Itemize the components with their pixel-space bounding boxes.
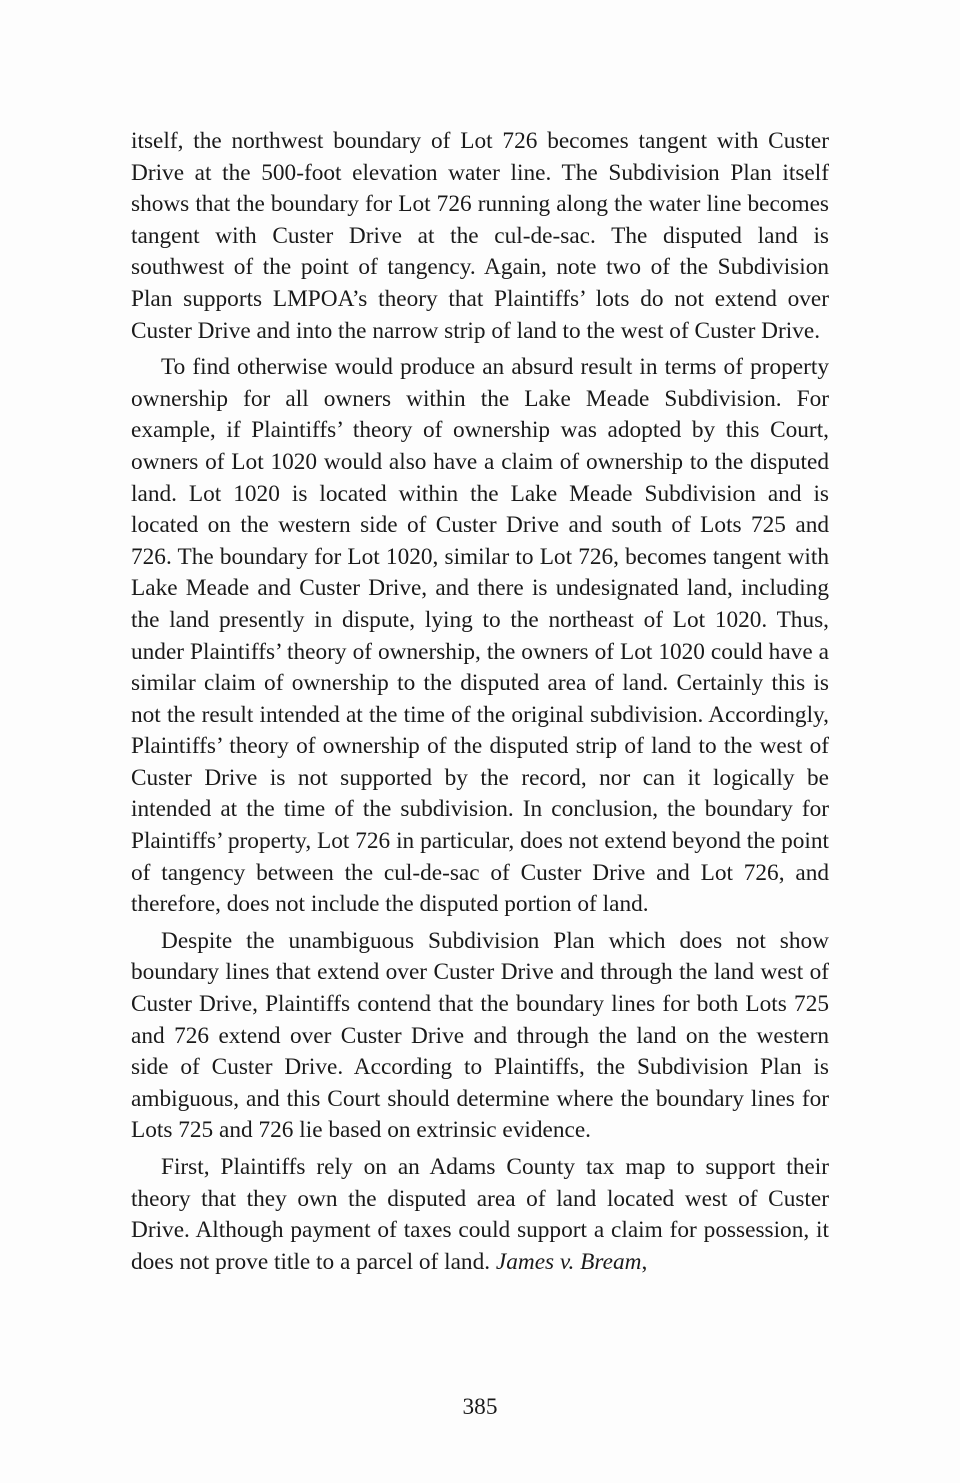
paragraph-4-text: First, Plaintiffs rely on an Adams County tax map to support their theory that they own the disputed area of land located west of Custer Drive. Although payment of taxes could support a claim for possession, it does not prove title to a parcel of land. <box>131 1154 829 1275</box>
paragraph-4 <box>131 1152 829 1278</box>
paragraph-3: Despite the unambiguous Subdivision Plan which does not show boundary lines that extend over Custer Drive and through the land west of Custer Drive, Plaintiffs contend that the boundary lines for both Lots 725 and 726 extend over Custer Drive and through the land on the western side of Custer Drive. According to Plaintiffs, the Subdivision Plan is ambiguous, and this Court should determine where the boundary lines for Lots 725 and 726 lie based on extrinsic evidence. <box>131 927 829 1144</box>
case-citation: James v. Bream <box>495 1248 642 1275</box>
paragraph-4-end: , <box>641 1248 648 1275</box>
page-number: 385 <box>462 1394 498 1420</box>
paragraph-2: To find otherwise would produce an absurd result in terms of property ownership for all owners within the Lake Meade Subdivision. For example, if Plaintiffs’ theory of ownership was adopted by this Court, owners of Lot 1020 would also have a claim of ownership to the disputed land. Lot 1020 is located within the Lake Meade Subdivision and is located on the western side of Custer Drive and south of Lots 725 and 726. The boundary for Lot 1020, similar to Lot 726, becomes tangent with Lake Meade and Custer Drive, and there is undesignated land, including the land presently in dispute, lying to the northeast of Lot 1020. Thus, under Plaintiffs’ theory of ownership, the owners of Lot 1020 could have a similar claim of ownership to the disputed area of land. Certainly this is not the result intended at the time of the original subdivision. Accordingly, Plaintiffs’ theory of ownership of the disputed strip of land to the west of Custer Drive is not supported by the record, nor can it logically be intended at the time of the subdivision. In conclusion, the boundary for Plaintiffs’ property, Lot 726 in particular, does not extend beyond the point of tangency between the cul-de-sac of Custer Drive and Lot 726, and therefore, does not include the disputed portion of land. <box>131 354 829 918</box>
paragraph-1: itself, the northwest boundary of Lot 726 becomes tangent with Custer Drive at the 500-foot elevation water line. The Subdivision Plan itself shows that the boundary for Lot 726 running along the water line becomes tangent with Custer Drive at the cul-de-sac. The disputed land is southwest of the point of tangency. Again, note two of the Subdivision Plan supports LMPOA’s theory that Plaintiffs’ lots do not extend over Custer Drive and into the narrow strip of land to the west of Custer Drive. <box>131 128 829 344</box>
body-text <box>131 126 829 1283</box>
